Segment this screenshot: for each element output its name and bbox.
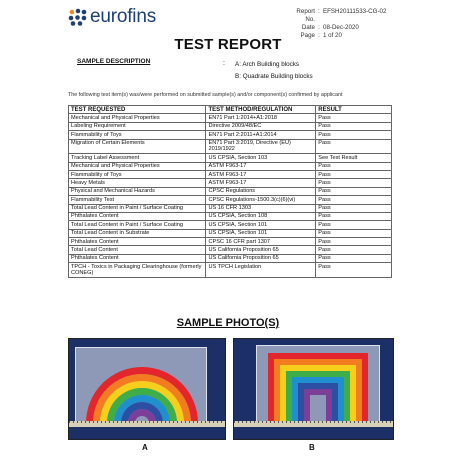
table-row xyxy=(69,204,392,212)
cell-test-requested: Tracking Label Assessment xyxy=(69,154,206,162)
table-row xyxy=(69,263,392,278)
report-page-label: Page xyxy=(300,32,315,39)
sample-photos-title: SAMPLE PHOTO(S) xyxy=(176,317,280,329)
table-row xyxy=(69,254,392,262)
cell-test-requested: Total Lead Content xyxy=(69,246,206,254)
report-title: TEST REPORT xyxy=(174,36,282,53)
cell-result: Pass xyxy=(316,263,392,278)
cell-result: Pass xyxy=(316,238,392,246)
cell-result: Pass xyxy=(316,122,392,130)
cell-test-method: Directive 2009/48/EC xyxy=(206,122,316,130)
cell-test-requested: Total Lead Content in Substrate xyxy=(69,229,206,237)
table-row xyxy=(69,229,392,237)
cell-test-requested: Mechanical and Physical Properties xyxy=(69,162,206,170)
cell-test-method: US California Proposition 65 xyxy=(206,254,316,262)
cell-result: Pass xyxy=(316,139,392,154)
table-row xyxy=(69,139,392,154)
rainbow-arch-blocks-image xyxy=(83,357,201,427)
report-number-row: Report No. : EFSH20111533-CG-02 xyxy=(287,8,433,24)
table-header-row xyxy=(69,106,392,114)
quadrate-blocks-image xyxy=(268,353,368,421)
cell-test-requested: TPCH - Toxics in Packaging Clearinghouse (formerly CONEG) xyxy=(69,263,206,278)
cell-test-method: EN71 Part 2:2011+A1:2014 xyxy=(206,131,316,139)
table-row xyxy=(69,154,392,162)
column-header-result: RESULT xyxy=(316,106,392,114)
cell-result: Pass xyxy=(316,131,392,139)
cell-result: Pass xyxy=(316,212,392,220)
measuring-tape-a xyxy=(69,421,225,427)
cell-test-requested: Heavy Metals xyxy=(69,179,206,187)
table-row xyxy=(69,238,392,246)
cell-test-method: US CPSIA, Section 108 xyxy=(206,212,316,220)
table-row xyxy=(69,114,392,122)
cell-result: Pass xyxy=(316,254,392,262)
measuring-tape-b xyxy=(234,421,393,427)
cell-result: See Test Result xyxy=(316,154,392,162)
logo-text: eurofins xyxy=(90,6,156,27)
table-body xyxy=(69,114,392,277)
cell-result: Pass xyxy=(316,170,392,178)
logo-dots-icon xyxy=(68,8,88,26)
test-results-table xyxy=(68,105,392,278)
sample-description-colon: : xyxy=(223,60,225,67)
cell-test-requested: Physical and Mechanical Hazards xyxy=(69,187,206,195)
cell-test-requested: Labeling Requirement xyxy=(69,122,206,130)
sample-item-a: A: Arch Building blocks xyxy=(235,61,300,68)
quadrate-block xyxy=(304,389,332,421)
cell-result: Pass xyxy=(316,162,392,170)
cell-test-method: EN71 Part 3:2019, Directive (EU) 2019/1922 xyxy=(206,139,316,154)
cell-test-method: US TPCH Legislation xyxy=(206,263,316,278)
cell-test-requested: Total Lead Content in Paint / Surface Coating xyxy=(69,204,206,212)
cell-test-method: US California Proposition 65 xyxy=(206,246,316,254)
column-header-test: TEST REQUESTED xyxy=(69,106,206,114)
cell-result: Pass xyxy=(316,204,392,212)
cell-result: Pass xyxy=(316,229,392,237)
cell-test-method: US CPSIA, Section 101 xyxy=(206,221,316,229)
column-header-method: TEST METHOD/REGULATION xyxy=(206,106,316,114)
table-row xyxy=(69,246,392,254)
eurofins-logo xyxy=(68,6,188,28)
cell-test-method: CPSC 16 CFR part 1307 xyxy=(206,238,316,246)
table-row xyxy=(69,196,392,204)
table-row xyxy=(69,179,392,187)
sample-photo-a xyxy=(68,338,226,440)
report-date-row: Date : 08-Dec-2020 xyxy=(287,24,433,32)
sample-description-label: SAMPLE DESCRIPTION xyxy=(77,58,151,65)
cell-test-requested: Flammability of Toys xyxy=(69,131,206,139)
cell-test-method: ASTM F963-17 xyxy=(206,179,316,187)
cell-test-requested: Migration of Certain Elements xyxy=(69,139,206,154)
cell-test-method: ASTM F963-17 xyxy=(206,170,316,178)
cell-test-method: US CPSIA, Section 103 xyxy=(206,154,316,162)
cell-result: Pass xyxy=(316,187,392,195)
table-row xyxy=(69,212,392,220)
cell-test-requested: Phthalates Content xyxy=(69,238,206,246)
cell-result: Pass xyxy=(316,246,392,254)
cell-test-method: CPSC Regulations-1500.3(c)(6)(vi) xyxy=(206,196,316,204)
table-row xyxy=(69,170,392,178)
table-row xyxy=(69,162,392,170)
cell-test-requested: Phthalates Content xyxy=(69,212,206,220)
table-row xyxy=(69,122,392,130)
sample-item-b: B: Quadrate Building blocks xyxy=(235,73,313,80)
cell-test-requested: Flammability Test xyxy=(69,196,206,204)
report-number: EFSH20111533-CG-02 xyxy=(323,8,387,15)
intro-text: The following test item(s) was/were performed on submitted sample(s) and/or component(s) confirmed by applicant xyxy=(68,92,343,98)
cell-test-method: US CPSIA, Section 101 xyxy=(206,229,316,237)
table-row xyxy=(69,187,392,195)
cell-test-requested: Flammability of Toys xyxy=(69,170,206,178)
cell-result: Pass xyxy=(316,196,392,204)
cell-result: Pass xyxy=(316,221,392,229)
cell-test-method: US 16 CFR 1303 xyxy=(206,204,316,212)
cell-result: Pass xyxy=(316,114,392,122)
cell-test-requested: Total Lead Content in Paint / Surface Coating xyxy=(69,221,206,229)
sample-photo-b xyxy=(233,338,394,440)
report-page-number: 1 of 20 xyxy=(323,32,342,39)
cell-test-method: ASTM F963-17 xyxy=(206,162,316,170)
cell-test-method: CPSC Regulations xyxy=(206,187,316,195)
report-date: 08-Dec-2020 xyxy=(323,24,359,31)
report-date-label: Date xyxy=(301,24,315,31)
cell-test-requested: Phthalates Content xyxy=(69,254,206,262)
cell-test-method: EN71 Part 1:2014+A1:2018 xyxy=(206,114,316,122)
photo-caption-b: B xyxy=(309,443,315,452)
cell-result: Pass xyxy=(316,179,392,187)
table-row xyxy=(69,131,392,139)
report-page-row: Page : 1 of 20 xyxy=(287,32,433,40)
table-row xyxy=(69,221,392,229)
photo-caption-a: A xyxy=(142,443,148,452)
cell-test-requested: Mechanical and Physical Properties xyxy=(69,114,206,122)
report-number-label: Report No. xyxy=(296,8,315,23)
